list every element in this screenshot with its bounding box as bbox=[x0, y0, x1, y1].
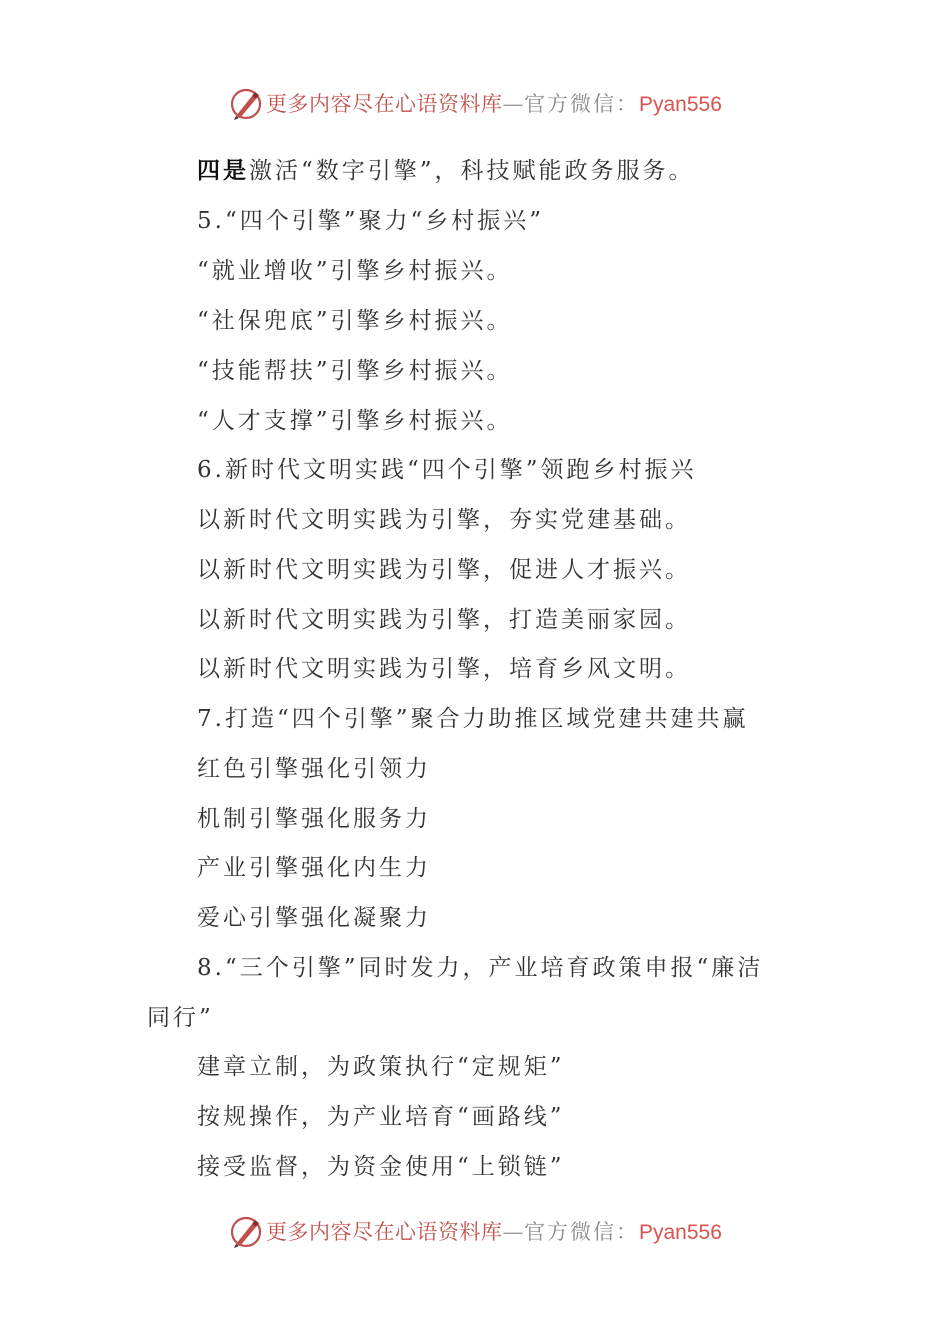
list-item: 红色引擎强化引领力 bbox=[197, 756, 431, 782]
list-item: 以新时代文明实践为引擎，打造美丽家园。 bbox=[197, 607, 691, 633]
banner-text bbox=[266, 1218, 722, 1247]
pen-logo-icon bbox=[228, 86, 264, 122]
list-item: “人才支撑”引擎乡村振兴。 bbox=[197, 408, 513, 434]
section-heading-6: 6.新时代文明实践“四个引擎”领跑乡村振兴 bbox=[197, 457, 697, 483]
list-item: 接受监督，为资金使用“上锁链” bbox=[197, 1154, 565, 1180]
banner-dash: — bbox=[502, 92, 524, 116]
section-heading-8: 8.“三个引擎”同时发力，产业培育政策申报“廉洁 bbox=[197, 955, 764, 981]
banner-dash: — bbox=[502, 1220, 524, 1244]
section-heading-5: 5.“四个引擎”聚力“乡村振兴” bbox=[197, 208, 544, 234]
banner-brand: 更多内容尽在心语资料库 bbox=[266, 1220, 503, 1244]
line-text: 激活“数字引擎”，科技赋能政务服务。 bbox=[249, 158, 695, 184]
banner-wechat-id: Pyan556 bbox=[639, 1221, 722, 1244]
list-item: 以新时代文明实践为引擎，培育乡风文明。 bbox=[197, 656, 691, 682]
banner-brand: 更多内容尽在心语资料库 bbox=[266, 92, 503, 116]
list-item: 机制引擎强化服务力 bbox=[197, 806, 431, 832]
list-item: 建章立制，为政策执行“定规矩” bbox=[197, 1054, 565, 1080]
list-item: 产业引擎强化内生力 bbox=[197, 855, 431, 881]
list-item: 以新时代文明实践为引擎，夯实党建基础。 bbox=[197, 507, 691, 533]
footer-banner bbox=[0, 1212, 950, 1252]
banner-text bbox=[266, 90, 722, 119]
banner-wechat-id: Pyan556 bbox=[639, 93, 722, 116]
bold-lead-text: 四是 bbox=[197, 157, 249, 184]
banner-wechat-label: 官方微信： bbox=[524, 92, 639, 116]
paragraph-line bbox=[197, 156, 695, 186]
list-item: “就业增收”引擎乡村振兴。 bbox=[197, 258, 513, 284]
section-heading-7: 7.打造“四个引擎”聚合力助推区域党建共建共赢 bbox=[197, 706, 749, 732]
list-item: “技能帮扶”引擎乡村振兴。 bbox=[197, 358, 513, 384]
header-banner bbox=[0, 84, 950, 124]
list-item: “社保兜底”引擎乡村振兴。 bbox=[197, 308, 513, 334]
list-item: 爱心引擎强化凝聚力 bbox=[197, 905, 431, 931]
pen-logo-icon bbox=[228, 1214, 264, 1250]
list-item: 以新时代文明实践为引擎，促进人才振兴。 bbox=[197, 557, 691, 583]
banner-wechat-label: 官方微信： bbox=[524, 1220, 639, 1244]
section-heading-8-continued: 同行” bbox=[147, 1005, 214, 1031]
list-item: 按规操作，为产业培育“画路线” bbox=[197, 1104, 565, 1130]
